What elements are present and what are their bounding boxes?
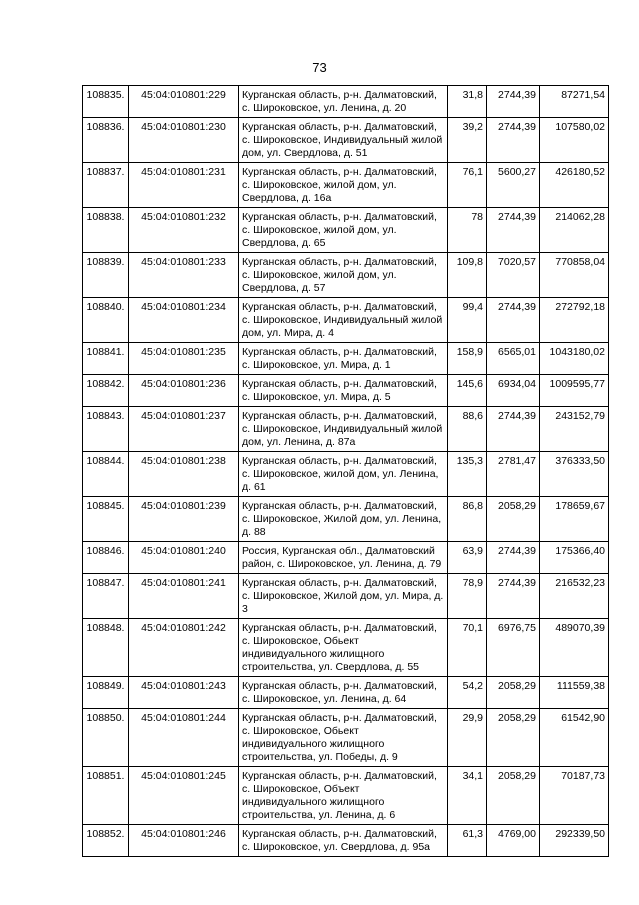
row-number-cell: 108851. xyxy=(83,767,129,825)
specific-value-cell: 2058,29 xyxy=(487,767,540,825)
specific-value-cell: 4769,00 xyxy=(487,825,540,857)
cadastral-value-cell: 376333,50 xyxy=(540,452,609,497)
address-cell: Курганская область, р-н. Далматовский, с. Широковское, жилой дом, ул. Свердлова, д. 16а xyxy=(239,163,448,208)
table-body xyxy=(83,86,609,857)
cadastral-value-cell: 292339,50 xyxy=(540,825,609,857)
area-cell: 88,6 xyxy=(448,407,487,452)
cadastral-number-cell: 45:04:010801:241 xyxy=(129,574,239,619)
row-number-cell: 108839. xyxy=(83,253,129,298)
address-cell: Курганская область, р-н. Далматовский, с. Широковское, Жилой дом, ул. Мира, д. 3 xyxy=(239,574,448,619)
cadastral-number-cell: 45:04:010801:246 xyxy=(129,825,239,857)
address-cell: Курганская область, р-н. Далматовский, с. Широковское, ул. Свердлова, д. 95а xyxy=(239,825,448,857)
row-number-cell: 108836. xyxy=(83,118,129,163)
cadastral-value-cell: 178659,67 xyxy=(540,497,609,542)
cadastral-value-cell: 1043180,02 xyxy=(540,343,609,375)
cadastral-value-cell: 272792,18 xyxy=(540,298,609,343)
specific-value-cell: 2744,39 xyxy=(487,574,540,619)
cadastral-value-cell: 70187,73 xyxy=(540,767,609,825)
cadastral-number-cell: 45:04:010801:231 xyxy=(129,163,239,208)
table-row xyxy=(83,86,609,118)
area-cell: 54,2 xyxy=(448,677,487,709)
row-number-cell: 108848. xyxy=(83,619,129,677)
table-row xyxy=(83,208,609,253)
area-cell: 145,6 xyxy=(448,375,487,407)
row-number-cell: 108842. xyxy=(83,375,129,407)
specific-value-cell: 2058,29 xyxy=(487,677,540,709)
cadastral-value-table xyxy=(82,85,609,857)
address-cell: Курганская область, р-н. Далматовский, с. Широковское, ул. Ленина, д. 20 xyxy=(239,86,448,118)
specific-value-cell: 6565,01 xyxy=(487,343,540,375)
cadastral-value-cell: 111559,38 xyxy=(540,677,609,709)
area-cell: 109,8 xyxy=(448,253,487,298)
specific-value-cell: 2744,39 xyxy=(487,208,540,253)
specific-value-cell: 2781,47 xyxy=(487,452,540,497)
cadastral-number-cell: 45:04:010801:238 xyxy=(129,452,239,497)
cadastral-number-cell: 45:04:010801:229 xyxy=(129,86,239,118)
cadastral-number-cell: 45:04:010801:240 xyxy=(129,542,239,574)
area-cell: 63,9 xyxy=(448,542,487,574)
cadastral-value-cell: 216532,23 xyxy=(540,574,609,619)
address-cell: Курганская область, р-н. Далматовский, с. Широковское, Индивидуальный жилой дом, ул. Свердлова, д. 51 xyxy=(239,118,448,163)
specific-value-cell: 7020,57 xyxy=(487,253,540,298)
table-row xyxy=(83,677,609,709)
address-cell: Курганская область, р-н. Далматовский, с. Широковское, Индивидуальный жилой дом, ул. Ленина, д. 87а xyxy=(239,407,448,452)
cadastral-number-cell: 45:04:010801:230 xyxy=(129,118,239,163)
specific-value-cell: 6934,04 xyxy=(487,375,540,407)
area-cell: 29,9 xyxy=(448,709,487,767)
cadastral-number-cell: 45:04:010801:239 xyxy=(129,497,239,542)
address-cell: Курганская область, р-н. Далматовский, с. Широковское, жилой дом, ул. Ленина, д. 61 xyxy=(239,452,448,497)
address-cell: Курганская область, р-н. Далматовский, с. Широковское, Объект индивидуального жилищного строительства, ул. Ленина, д. 6 xyxy=(239,767,448,825)
address-cell: Курганская область, р-н. Далматовский, с. Широковское, Жилой дом, ул. Ленина, д. 88 xyxy=(239,497,448,542)
table-row xyxy=(83,253,609,298)
row-number-cell: 108847. xyxy=(83,574,129,619)
area-cell: 158,9 xyxy=(448,343,487,375)
area-cell: 39,2 xyxy=(448,118,487,163)
cadastral-value-cell: 61542,90 xyxy=(540,709,609,767)
row-number-cell: 108841. xyxy=(83,343,129,375)
table-row xyxy=(83,163,609,208)
cadastral-number-cell: 45:04:010801:244 xyxy=(129,709,239,767)
cadastral-value-cell: 175366,40 xyxy=(540,542,609,574)
cadastral-number-cell: 45:04:010801:236 xyxy=(129,375,239,407)
table-row xyxy=(83,452,609,497)
table-row xyxy=(83,619,609,677)
cadastral-value-cell: 426180,52 xyxy=(540,163,609,208)
area-cell: 61,3 xyxy=(448,825,487,857)
table-row xyxy=(83,375,609,407)
cadastral-value-cell: 1009595,77 xyxy=(540,375,609,407)
address-cell: Курганская область, р-н. Далматовский, с. Широковское, ул. Мира, д. 1 xyxy=(239,343,448,375)
table-row xyxy=(83,574,609,619)
row-number-cell: 108840. xyxy=(83,298,129,343)
specific-value-cell: 2744,39 xyxy=(487,407,540,452)
address-cell: Курганская область, р-н. Далматовский, с. Широковское, ул. Ленина, д. 64 xyxy=(239,677,448,709)
cadastral-number-cell: 45:04:010801:237 xyxy=(129,407,239,452)
area-cell: 76,1 xyxy=(448,163,487,208)
specific-value-cell: 5600,27 xyxy=(487,163,540,208)
area-cell: 86,8 xyxy=(448,497,487,542)
specific-value-cell: 6976,75 xyxy=(487,619,540,677)
specific-value-cell: 2744,39 xyxy=(487,298,540,343)
row-number-cell: 108844. xyxy=(83,452,129,497)
cadastral-number-cell: 45:04:010801:233 xyxy=(129,253,239,298)
row-number-cell: 108835. xyxy=(83,86,129,118)
cadastral-number-cell: 45:04:010801:245 xyxy=(129,767,239,825)
area-cell: 78,9 xyxy=(448,574,487,619)
cadastral-number-cell: 45:04:010801:235 xyxy=(129,343,239,375)
cadastral-value-cell: 770858,04 xyxy=(540,253,609,298)
address-cell: Курганская область, р-н. Далматовский, с. Широковское, Индивидуальный жилой дом, ул. Мира, д. 4 xyxy=(239,298,448,343)
area-cell: 99,4 xyxy=(448,298,487,343)
specific-value-cell: 2744,39 xyxy=(487,542,540,574)
row-number-cell: 108837. xyxy=(83,163,129,208)
row-number-cell: 108849. xyxy=(83,677,129,709)
cadastral-number-cell: 45:04:010801:242 xyxy=(129,619,239,677)
area-cell: 70,1 xyxy=(448,619,487,677)
row-number-cell: 108850. xyxy=(83,709,129,767)
specific-value-cell: 2744,39 xyxy=(487,86,540,118)
row-number-cell: 108838. xyxy=(83,208,129,253)
specific-value-cell: 2058,29 xyxy=(487,497,540,542)
table-row xyxy=(83,343,609,375)
specific-value-cell: 2744,39 xyxy=(487,118,540,163)
address-cell: Россия, Курганская обл., Далматовский район, с. Широковское, ул. Ленина, д. 79 xyxy=(239,542,448,574)
cadastral-number-cell: 45:04:010801:234 xyxy=(129,298,239,343)
specific-value-cell: 2058,29 xyxy=(487,709,540,767)
table-row xyxy=(83,298,609,343)
table-row xyxy=(83,767,609,825)
table-row xyxy=(83,407,609,452)
area-cell: 31,8 xyxy=(448,86,487,118)
area-cell: 78 xyxy=(448,208,487,253)
row-number-cell: 108846. xyxy=(83,542,129,574)
table-row xyxy=(83,118,609,163)
table-row xyxy=(83,709,609,767)
cadastral-number-cell: 45:04:010801:243 xyxy=(129,677,239,709)
cadastral-value-cell: 489070,39 xyxy=(540,619,609,677)
address-cell: Курганская область, р-н. Далматовский, с. Широковское, жилой дом, ул. Свердлова, д. 65 xyxy=(239,208,448,253)
row-number-cell: 108845. xyxy=(83,497,129,542)
cadastral-value-cell: 87271,54 xyxy=(540,86,609,118)
cadastral-value-cell: 214062,28 xyxy=(540,208,609,253)
table-row xyxy=(83,497,609,542)
row-number-cell: 108843. xyxy=(83,407,129,452)
area-cell: 135,3 xyxy=(448,452,487,497)
address-cell: Курганская область, р-н. Далматовский, с. Широковское, Обьект индивидуального жилищного строительства, ул. Победы, д. 9 xyxy=(239,709,448,767)
row-number-cell: 108852. xyxy=(83,825,129,857)
address-cell: Курганская область, р-н. Далматовский, с. Широковское, Обьект индивидуального жилищного строительства, ул. Свердлова, д. 55 xyxy=(239,619,448,677)
page-number: 73 xyxy=(312,60,327,75)
table-row xyxy=(83,825,609,857)
cadastral-value-cell: 243152,79 xyxy=(540,407,609,452)
cadastral-number-cell: 45:04:010801:232 xyxy=(129,208,239,253)
table-row xyxy=(83,542,609,574)
area-cell: 34,1 xyxy=(448,767,487,825)
cadastral-value-cell: 107580,02 xyxy=(540,118,609,163)
address-cell: Курганская область, р-н. Далматовский, с. Широковское, ул. Мира, д. 5 xyxy=(239,375,448,407)
address-cell: Курганская область, р-н. Далматовский, с. Широковское, жилой дом, ул. Свердлова, д. 57 xyxy=(239,253,448,298)
